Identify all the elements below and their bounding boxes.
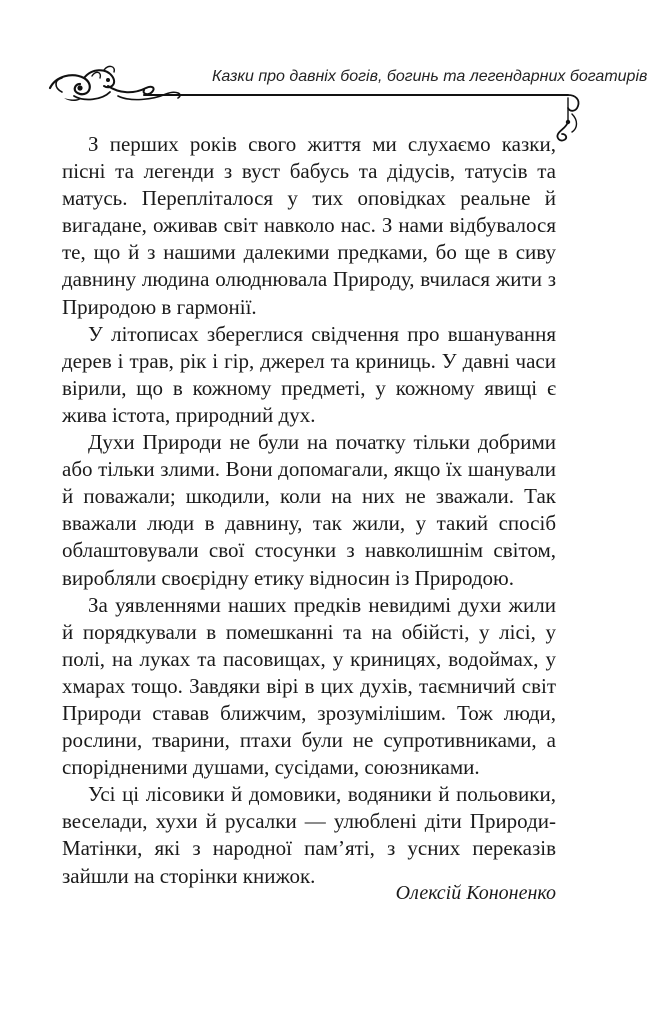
running-title: Казки про давніх богів, богинь та легендарних богатирів	[212, 68, 648, 85]
paragraph: Усі ці лісовики й домовики, водяники й польовики, веселади, хухи й русалки — улюблені діти Природи-Матінки, які з народної пам’яті, з усних переказів зайшли на сторінки книжок.	[62, 782, 556, 888]
paragraph: За уявленнями наших предків невидимі духи жили й порядкували в помешканні та на обійсті, у лісі, у полі, на луках та пасовищах, у криницях, водоймах, у хмарах тощо. Завдяки вірі в цих духів, таємничий світ Природи ставав ближчим, зрозумілішим. Тож люди, рослини, тварини, птахи були не супротивниками, а спорідненими душами, сусідами, союзниками.	[62, 592, 556, 780]
paragraph: У літописах збереглися свідчення про вшанування дерев і трав, рік і гір, джерел та криниць. У давні часи вірили, що в кожному предметі, у кожному явищі є жива істота, природний дух.	[62, 321, 556, 427]
body-text	[62, 131, 556, 890]
paragraph: Духи Природи не були на початку тільки добрими або тільки злими. Вони допомагали, якщо їх шанували й поважали; шкодили, коли на них не зважали. Так вважали люди в давнину, так жили, у такий спосіб облаштовували свої стосунки з навколишнім світом, виробляли своєрідну етику відносин із Природою.	[62, 430, 556, 590]
paragraph: З перших років свого життя ми слухаємо казки, пісні та легенди з вуст бабусь та дідусів, татусів та матусь. Перепліталося у тих оповідках реальне й вигадане, оживав світ навколо нас. З нами відбувалося те, що й з нашими далекими предками, бо ще в сиву давнину людина олюднювала Природу, вчилася жити з Природою в гармонії.	[62, 132, 556, 319]
author-signature: Олексій Кононенко	[395, 882, 556, 904]
